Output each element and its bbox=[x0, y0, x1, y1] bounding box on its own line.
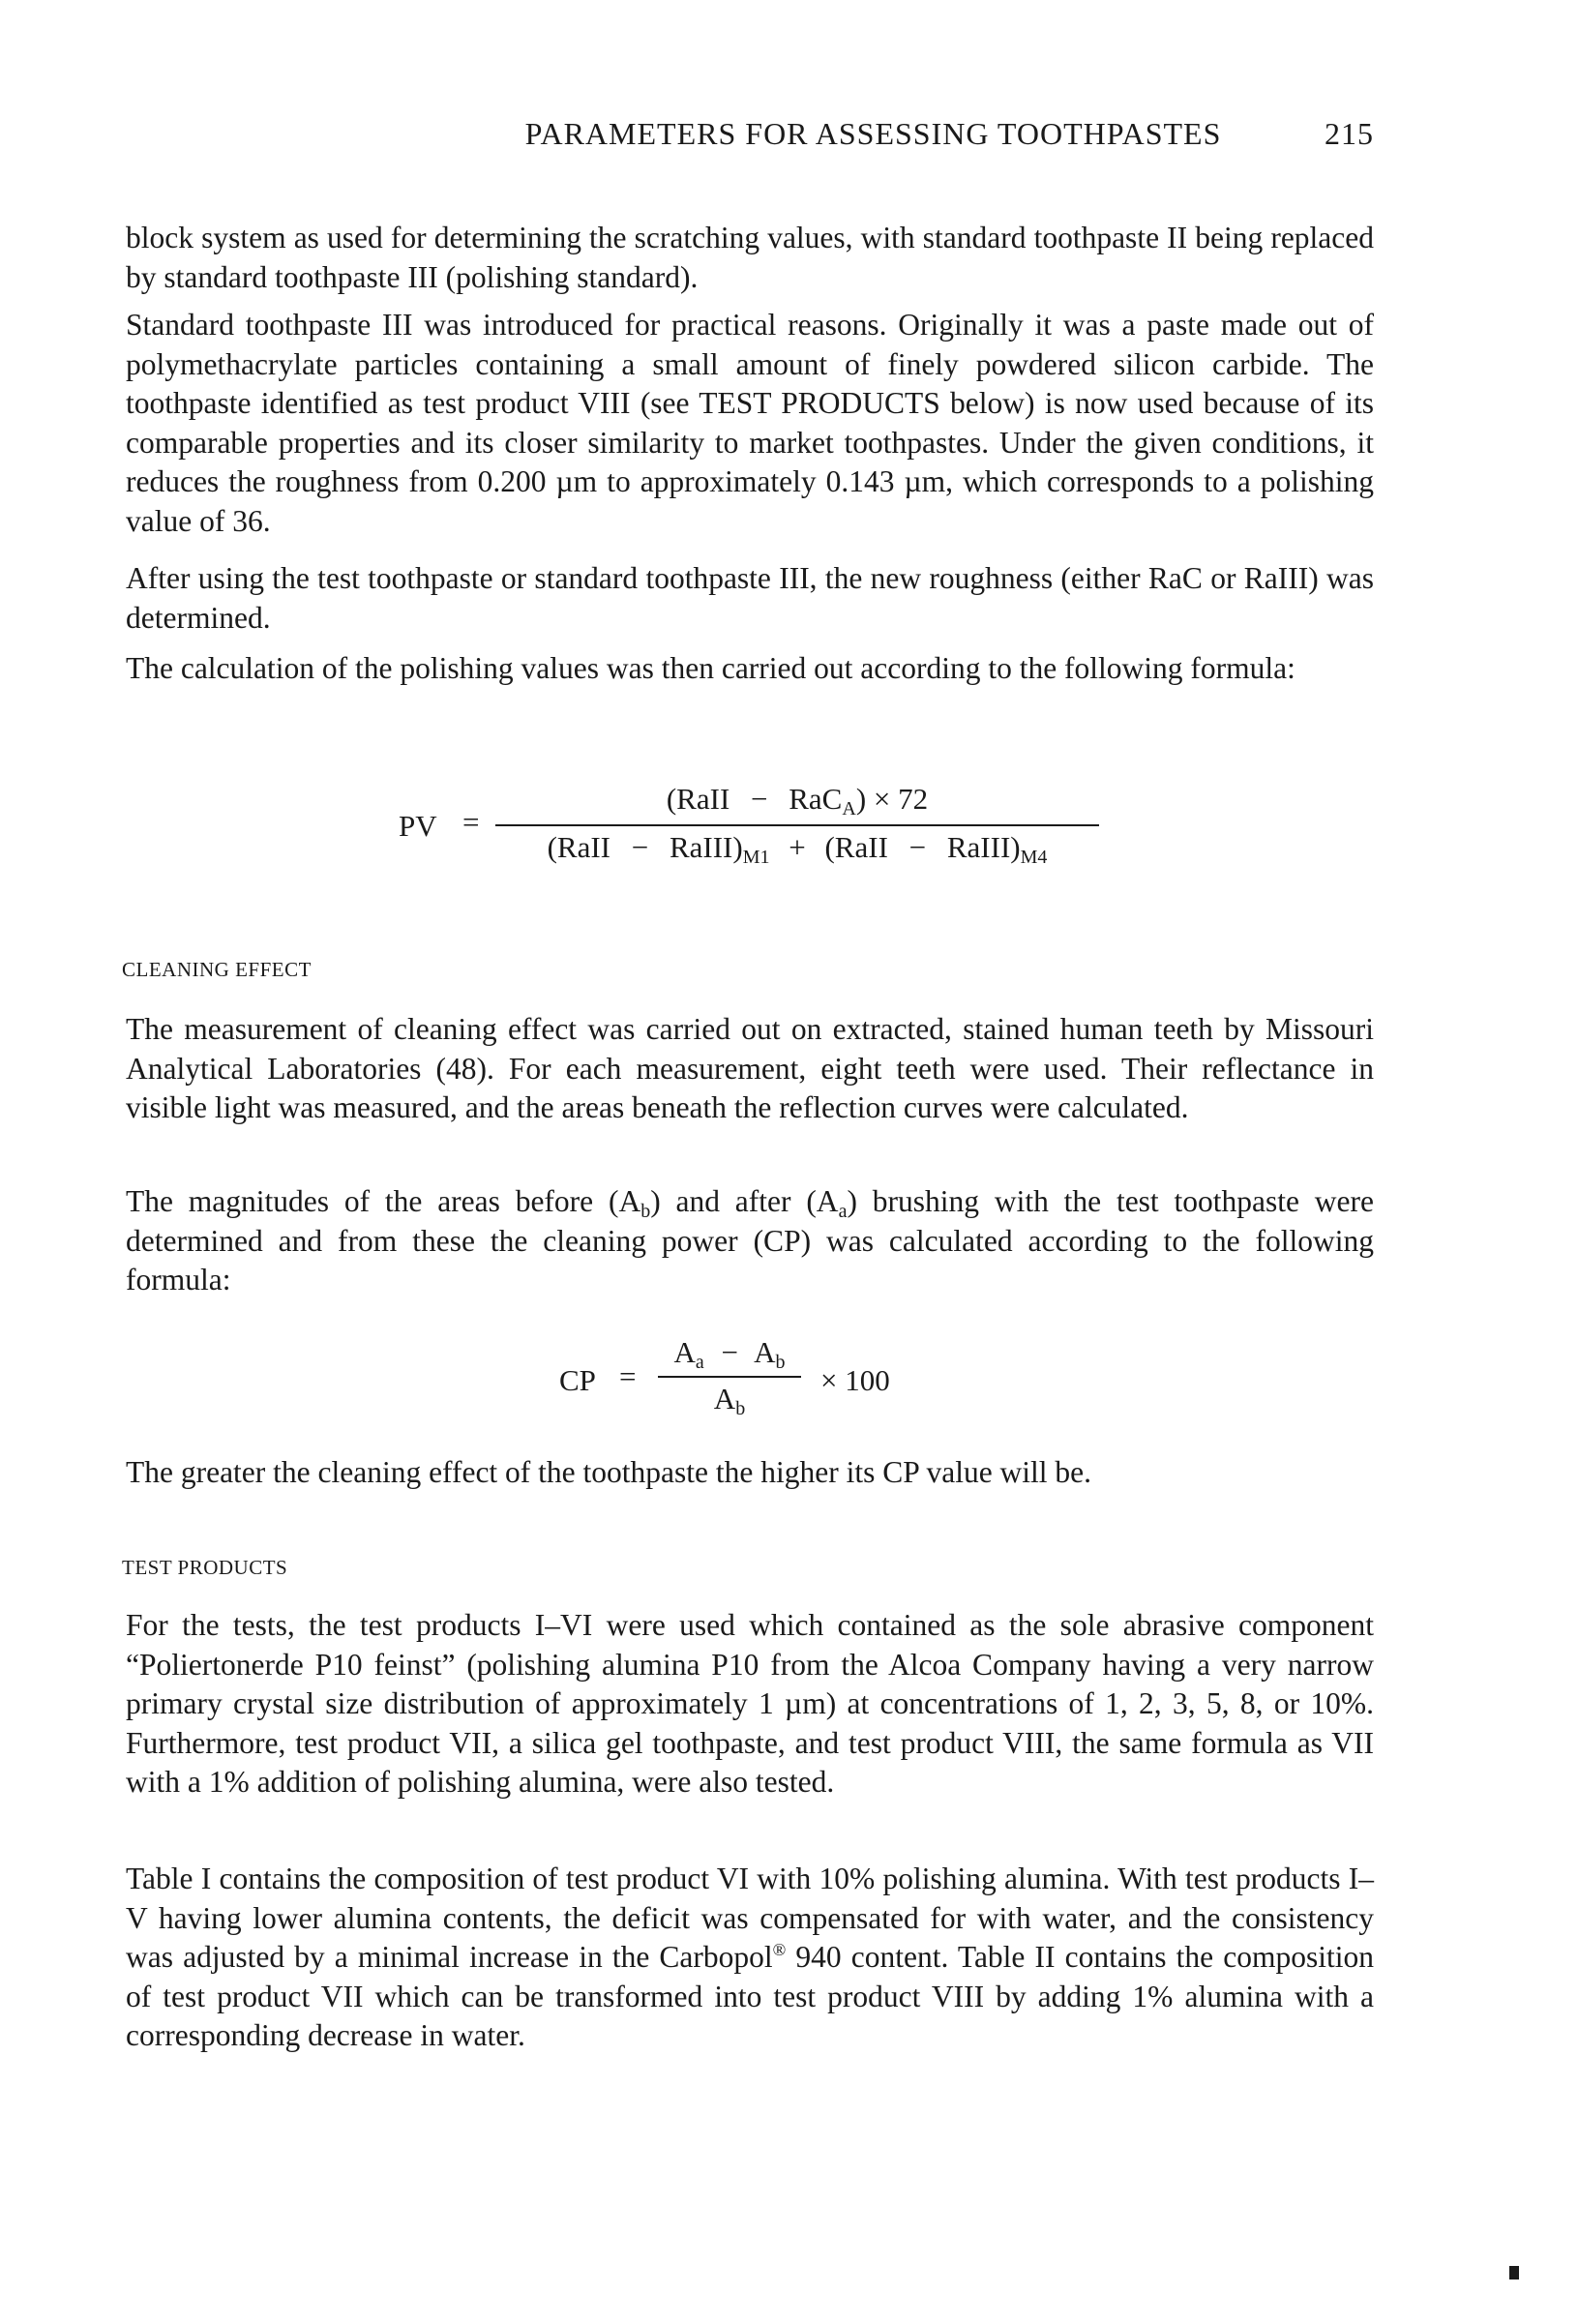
paragraph-calculation: The calculation of the polishing values was then carried out according to the following formula: bbox=[126, 651, 1295, 685]
paragraph-cleaning-measurement: The measurement of cleaning effect was carried out on extracted, stained human teeth by Missouri Analytical Laboratories (48). For each measurement, eight teeth were used. Their reflectance in visible light was measured, and the areas beneath the reflection curves were calculated. bbox=[126, 1012, 1374, 1124]
formula-pv-lhs: PV bbox=[399, 809, 437, 843]
running-header bbox=[372, 116, 1374, 152]
print-mark bbox=[1509, 2266, 1519, 2279]
formula-cp-times-100: × 100 bbox=[820, 1363, 890, 1397]
page-number: 215 bbox=[1325, 116, 1374, 151]
paragraph-test-products: For the tests, the test products I–VI were used which contained as the sole abrasive component “Poliertonerde P10 feinst” (polishing alumina P10 from the Alcoa Company having a very narrow primary crystal size distribution of approximately 1 µm) at concentrations of 1, 2, 3, 5, 8, or 10%. Furthermore, test product VII, a silica gel toothpaste, and test product VIII, the same formula as VII with a 1% addition of polishing alumina, were also tested. bbox=[126, 1608, 1374, 1799]
formula-cp-fraction bbox=[658, 1335, 801, 1419]
paragraph-block-system: block system as used for determining the scratching values, with standard toothpaste II being replaced by standard toothpaste III (polishing standard). bbox=[126, 221, 1374, 294]
formula-cp-numerator: $A_a - A_b$ bbox=[673, 1335, 786, 1373]
formula-pv-equals: = bbox=[462, 805, 480, 839]
formula-cp-denominator: $A_b$ bbox=[713, 1382, 746, 1419]
formula-pv-numerator: (RaII − RaC$_A$) × 72 bbox=[666, 782, 929, 819]
section-heading-cleaning-effect: CLEANING EFFECT bbox=[122, 958, 312, 981]
paragraph-areas: The magnitudes of the areas before $(A_b)$ and after $(A_a)$ brushing with the test toothpaste were determined and from these the cleaning power (CP) was calculated according to the following formula: bbox=[126, 1184, 1374, 1296]
paragraph-table-composition: Table I contains the composition of test product VI with 10% polishing alumina. With test products I–V having lower alumina contents, the deficit was compensated for with water, and the consistency was adjusted by a minimal increase in the Carbopol® 940 content. Table II contains the composition of test product VII which can be transformed into test product VIII by adding 1% alumina with a corresponding decrease in water. bbox=[126, 1862, 1374, 2052]
formula-pv-denominator: (RaII − $RaIII)_{M1}$ + (RaII − $RaIII)_{M4}$ bbox=[547, 830, 1048, 868]
paragraph-standard-toothpaste: Standard toothpaste III was introduced for practical reasons. Originally it was a paste made out of polymethacrylate particles containing a small amount of finely powdered silicon carbide. The toothpaste identified as test product VIII (see TEST PRODUCTS below) is now used because of its comparable properties and its closer similarity to market toothpastes. Under the given conditions, it reduces the roughness from 0.200 µm to approximately 0.143 µm, which corresponds to a polishing value of 36. bbox=[126, 308, 1374, 538]
formula-cp-lhs: CP bbox=[559, 1363, 596, 1397]
paragraph-cp-conclusion: The greater the cleaning effect of the toothpaste the higher its CP value will be. bbox=[126, 1455, 1092, 1489]
formula-cp-equals: = bbox=[619, 1359, 637, 1393]
header-title: PARAMETERS FOR ASSESSING TOOTHPASTES bbox=[524, 116, 1222, 151]
paragraph-roughness: After using the test toothpaste or standard toothpaste III, the new roughness (either RaC or RaIII) was determined. bbox=[126, 561, 1374, 635]
formula-pv-fraction bbox=[495, 782, 1099, 868]
section-heading-test-products: TEST PRODUCTS bbox=[122, 1556, 288, 1579]
